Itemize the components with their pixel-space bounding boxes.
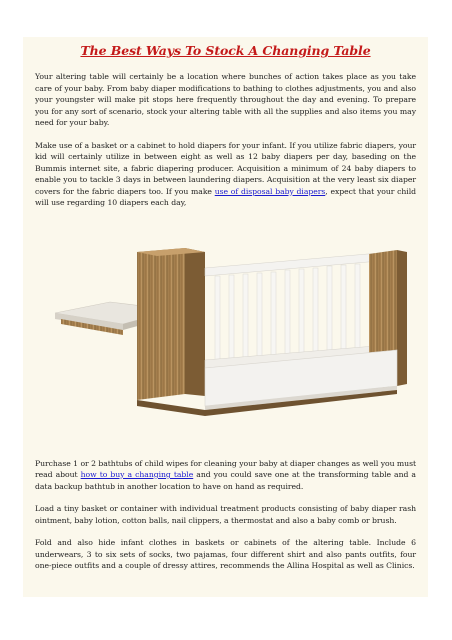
article-title: The Best Ways To Stock A Changing Table xyxy=(80,43,371,58)
paragraph-diapers-text-a: Make use of a basket or a cabinet to hold diapers for your infant. If you utilize fabric diapers, your kid will certainly utilize in between eight as well as 12 baby diapers per day, baseding on the Bummis internet site, a fabric diapering producer. Acquisition a minimum of 24 baby diapers to enable you to tackle 3 days in between laundering diapers. Acquisition at the very least six diaper covers for the fabric diapers too. If you make xyxy=(35,140,416,196)
document-page xyxy=(23,37,428,597)
buy-changing-table-link[interactable]: how to buy a changing table xyxy=(80,470,194,479)
paragraph-wipes-text-b: and you could save one at the transforming table and a data backup bathtub in another location to have on hand as required. xyxy=(35,470,416,491)
crib-changing-table-image xyxy=(35,218,416,446)
paragraph-intro: Your altering table will certainly be a location where bunches of action takes place as you take care of your baby. From baby diaper modifications to bathing to clothes adjustments, you and also your youngster will make pit stops here frequently throughout the day and evening. To prepare you for any sort of scenario, stock your altering table with all the supplies and also items you may need for your baby. xyxy=(35,72,416,127)
paragraph-diapers-text-b: , expect that your child will use regarding 10 diapers each day, xyxy=(35,186,416,207)
paragraph-care-products: Load a tiny basket or container with individual treatment products consisting of baby diaper rash ointment, baby lotion, cotton balls, nail clippers, a thermostat and also a baby comb or brush. xyxy=(35,504,416,525)
paragraph-clothes: Fold and also hide infant clothes in baskets or cabinets of the altering table. Include 6 underwears, 3 to six sets of socks, two pajamas, four different shirt and also pants outfits, four one-piece outfits and a couple of dressy attires, recommends the Allina Hospital as well as Clinics. xyxy=(35,538,416,570)
paragraph-diapers xyxy=(35,140,416,209)
crib-illustration xyxy=(35,218,416,446)
disposal-diapers-link[interactable]: use of disposal baby diapers xyxy=(214,186,326,196)
paragraph-wipes xyxy=(35,458,416,493)
paragraph-wipes-text-a: Purchase 1 or 2 bathtubs of child wipes for cleaning your baby at diaper changes as well you must read about xyxy=(35,458,416,479)
